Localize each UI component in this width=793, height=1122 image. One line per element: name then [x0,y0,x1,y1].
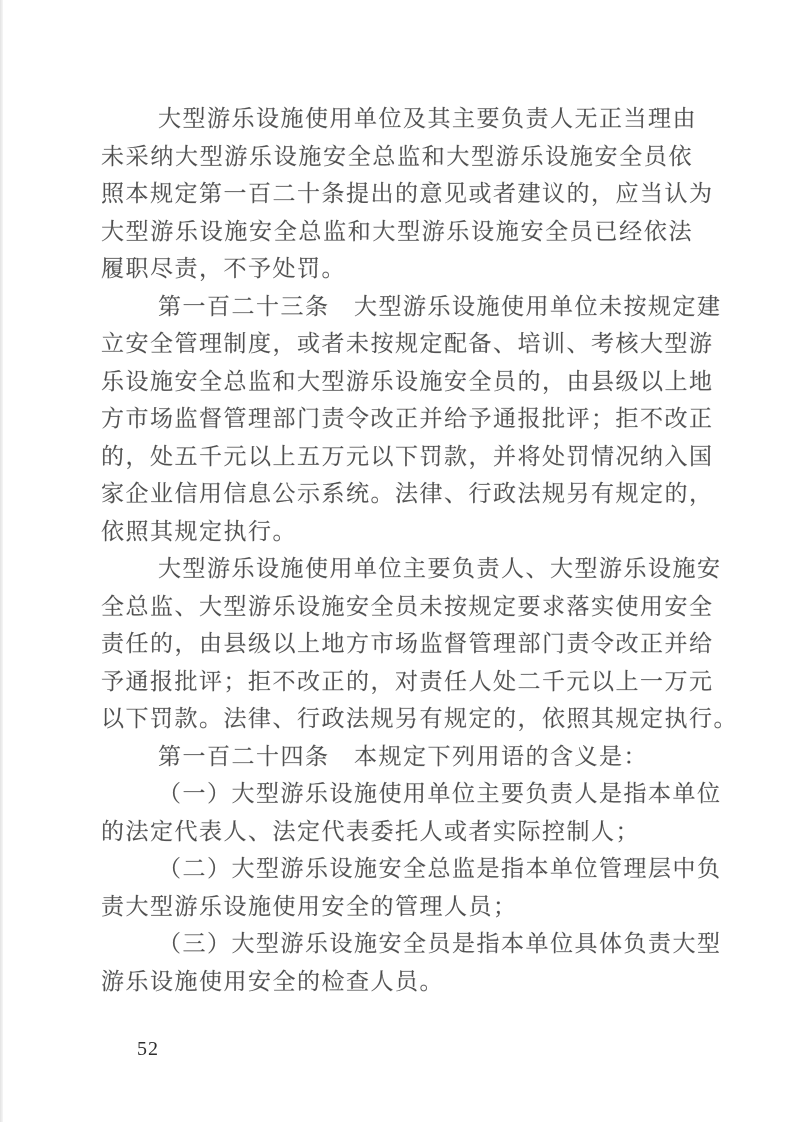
document-body [101,100,738,1000]
text-line: 大型游乐设施安全总监和大型游乐设施安全员已经依法 [101,218,693,244]
text-line: 依照其规定执行。 [101,518,297,544]
text-line: （三）大型游乐设施安全员是指本单位具体负责大型 [158,931,722,956]
page-number: 52 [137,1038,159,1060]
text-line: 第一百二十四条 本规定下列用语的含义是： [158,743,648,769]
text-line: 未采纳大型游乐设施安全总监和大型游乐设施安全员依 [101,143,693,169]
text-line: 方市场监督管理部门责令改正并给予通报批评；拒不改正 [101,406,714,431]
text-line: （二）大型游乐设施安全总监是指本单位管理层中负 [158,856,722,881]
text-line: 责任的，由县级以上地方市场监督管理部门责令改正并给 [101,631,714,656]
text-line: 予通报批评；拒不改正的，对责任人处二千元以上一万元 [101,668,714,694]
text-line: 以下罚款。法律、行政法规另有规定的，依照其规定执行。 [101,706,738,731]
text-line: 乐设施安全总监和大型游乐设施安全员的，由县级以上地 [101,368,714,394]
text-line: 照本规定第一百二十条提出的意见或者建议的，应当认为 [101,181,714,206]
text-line: 的，处五千元以上五万元以下罚款，并将处罚情况纳入国 [101,443,714,469]
text-line: 全总监、大型游乐设施安全员未按规定要求落实使用安全 [101,593,714,619]
text-line: 立安全管理制度，或者未按规定配备、培训、考核大型游 [101,331,714,356]
text-line: 游乐设施使用安全的检查人员。 [101,968,444,994]
text-line: （一）大型游乐设施使用单位主要负责人是指本单位 [158,781,722,806]
scan-edge-artifact [0,0,3,1122]
text-line: 履职尽责，不予处罚。 [101,256,346,281]
text-line: 大型游乐设施使用单位及其主要负责人无正当理由 [158,106,697,131]
text-line: 的法定代表人、法定代表委托人或者实际控制人； [101,818,640,844]
text-line: 责大型游乐设施使用安全的管理人员； [101,893,518,919]
text-line: 大型游乐设施使用单位主要负责人、大型游乐设施安 [158,556,722,581]
text-line: 第一百二十三条 大型游乐设施使用单位未按规定建 [158,293,722,319]
text-line: 家企业信用信息公示系统。法律、行政法规另有规定的， [101,481,714,506]
